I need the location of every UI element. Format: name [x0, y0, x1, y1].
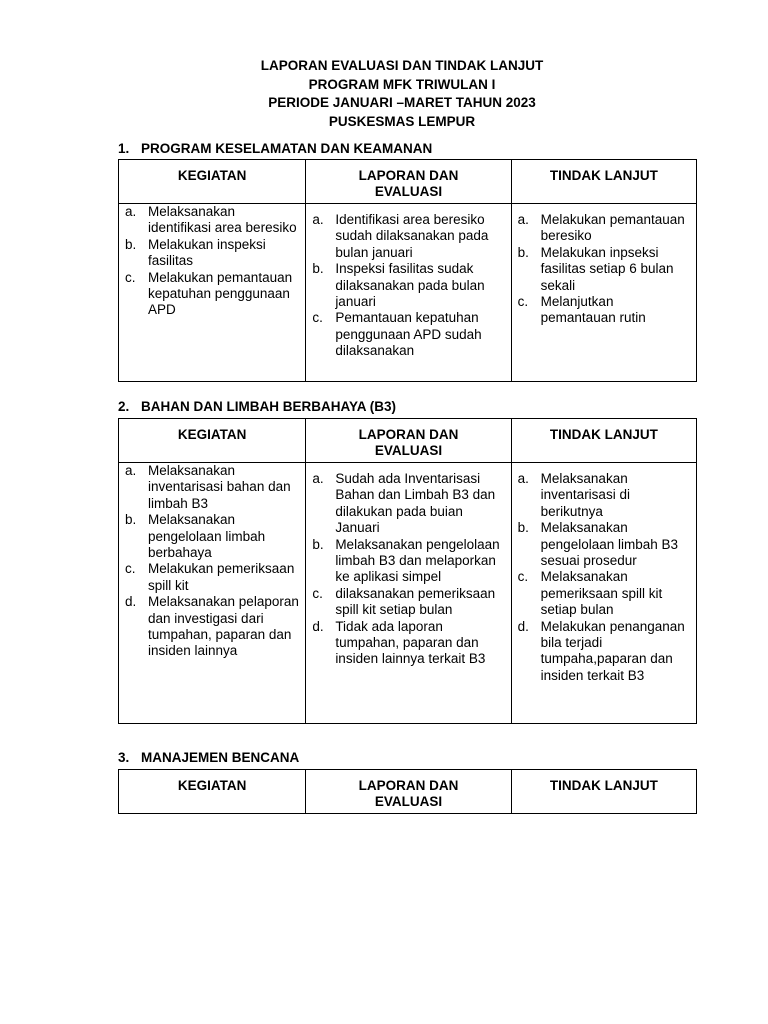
list-marker: a.	[517, 212, 529, 227]
kegiatan-list	[119, 463, 305, 660]
list-text: Melaksanakan pengelolaan limbah berbahaya	[148, 512, 266, 561]
list-marker: c.	[312, 585, 323, 601]
header-laporan	[306, 770, 511, 814]
header-kegiatan: KEGIATAN	[119, 770, 306, 814]
list-text: Melaksanakan inventarisasi di berikutnya	[540, 471, 630, 519]
title-line-2: PROGRAM MFK TRIWULAN I	[308, 76, 496, 92]
list-text: Inspeksi fasilitas sudak dilaksanakan pada bulan januari	[335, 261, 485, 310]
list-marker: a.	[125, 463, 137, 478]
table-row	[119, 204, 697, 382]
list-text: dilaksanakan pemeriksaan spill kit setiap bulan	[335, 585, 496, 618]
list-marker: b.	[312, 261, 324, 277]
section-2-heading	[118, 399, 396, 415]
cell-tindak	[511, 463, 696, 724]
section-1-title: PROGRAM KESELAMATAN DAN KEAMANAN	[141, 141, 433, 156]
section-2-table	[118, 418, 697, 724]
header-tindak: TINDAK LANJUT	[511, 770, 696, 814]
section-1-number: 1.	[118, 141, 130, 156]
list-marker: c.	[125, 269, 136, 285]
list-marker: b.	[125, 512, 137, 528]
list-item	[119, 594, 305, 660]
list-item	[119, 463, 305, 512]
section-1-heading	[118, 141, 432, 157]
list-marker: b.	[312, 536, 324, 552]
list-item	[119, 204, 305, 237]
list-item	[512, 619, 696, 685]
header-laporan-line-2: EVALUASI	[374, 794, 443, 810]
list-marker: c.	[517, 294, 529, 310]
list-text: Melaksanakan pemeriksaan spill kit setiap bulan	[540, 569, 663, 618]
list-item	[119, 561, 305, 594]
table-header-row	[119, 160, 697, 204]
title-line-1: LAPORAN EVALUASI DAN TINDAK LANJUT	[260, 58, 544, 73]
list-text: Tidak ada laporan tumpahan, paparan dan insiden lainnya terkait B3	[335, 618, 486, 667]
table-header-row	[119, 770, 697, 814]
title-line-4: PUSKESMAS LEMPUR	[328, 113, 476, 129]
list-item	[512, 245, 696, 294]
list-text: Melakukan inpseksi fasilitas setiap 6 bulan sekali	[540, 244, 674, 293]
tindak-list	[512, 471, 696, 684]
list-text: Melaksanakan pengelolaan limbah B3 sesuai prosedur	[540, 520, 679, 569]
section-1-table	[118, 159, 697, 382]
header-kegiatan: KEGIATAN	[119, 419, 306, 463]
list-text: Melakukan inspeksi fasilitas	[148, 236, 266, 269]
list-marker: a.	[312, 212, 324, 227]
list-marker: b.	[517, 244, 529, 260]
cell-laporan	[306, 204, 511, 382]
list-text: Melakukan penanganan bila terjadi tumpaha,paparan dan insiden terkait B3	[540, 618, 685, 683]
cell-kegiatan	[119, 463, 306, 724]
list-marker: d.	[517, 618, 529, 634]
cell-tindak	[511, 204, 696, 382]
header-laporan-line-2: EVALUASI	[374, 184, 443, 200]
section-3-title: MANAJEMEN BENCANA	[141, 750, 300, 765]
document-title	[0, 57, 768, 131]
header-laporan	[306, 160, 511, 204]
header-laporan-line-1: LAPORAN DAN	[358, 168, 459, 183]
header-tindak: TINDAK LANJUT	[511, 419, 696, 463]
list-text: Melaksanakan identifikasi area beresiko	[148, 204, 297, 236]
list-item	[512, 471, 696, 520]
list-marker: c.	[125, 561, 136, 577]
list-item	[306, 586, 510, 619]
list-item	[306, 310, 510, 359]
table-header-row	[119, 419, 697, 463]
list-item	[306, 471, 510, 537]
header-laporan	[306, 419, 511, 463]
list-text: Melanjutkan pemantauan rutin	[540, 294, 646, 326]
list-marker: a.	[125, 204, 137, 219]
list-item	[119, 270, 305, 319]
list-marker: a.	[517, 471, 529, 486]
list-text: Melaksanakan pengelolaan limbah B3 dan melaporkan ke aplikasi simpel	[335, 536, 500, 585]
cell-kegiatan	[119, 204, 306, 382]
section-3-table	[118, 769, 697, 814]
list-text: Identifikasi area beresiko sudah dilaksanakan pada bulan januari	[335, 212, 489, 260]
laporan-list	[306, 471, 510, 668]
cell-laporan	[306, 463, 511, 724]
list-marker: d.	[312, 618, 324, 634]
list-item	[512, 520, 696, 569]
section-2-number: 2.	[118, 399, 130, 414]
list-item	[512, 212, 696, 245]
section-3-heading	[118, 750, 299, 766]
section-2-title: BAHAN DAN LIMBAH BERBAHAYA (B3)	[141, 399, 397, 414]
list-marker: b.	[517, 520, 529, 536]
header-laporan-line-1: LAPORAN DAN	[358, 427, 459, 442]
header-laporan-line-1: LAPORAN DAN	[358, 778, 459, 793]
list-text: Pemantauan kepatuhan penggunaan APD sudah dilaksanakan	[335, 310, 482, 359]
list-marker: c.	[517, 569, 529, 585]
kegiatan-list	[119, 204, 305, 319]
laporan-list	[306, 212, 510, 360]
list-item	[119, 512, 305, 561]
section-3-number: 3.	[118, 750, 130, 765]
list-text: Melakukan pemeriksaan spill kit	[148, 561, 295, 593]
list-text: Melakukan pemantauan kepatuhan penggunaan APD	[148, 269, 293, 318]
list-item	[306, 619, 510, 668]
list-marker: b.	[125, 236, 137, 252]
list-item	[119, 237, 305, 270]
list-item	[306, 212, 510, 261]
list-item	[306, 537, 510, 586]
list-item	[512, 569, 696, 618]
list-text: Melaksanakan pelaporan dan investigasi dari tumpahan, paparan dan insiden lainnya	[148, 594, 299, 659]
list-item	[512, 294, 696, 327]
title-line-3: PERIODE JANUARI –MARET TAHUN 2023	[268, 95, 536, 110]
header-laporan-line-2: EVALUASI	[374, 443, 443, 459]
list-marker: d.	[125, 594, 137, 610]
list-text: Melaksanakan inventarisasi bahan dan limbah B3	[148, 463, 291, 511]
list-marker: a.	[312, 471, 324, 486]
list-text: Sudah ada Inventarisasi Bahan dan Limbah B3 dan dilakukan pada buian Januari	[335, 471, 496, 536]
header-kegiatan: KEGIATAN	[119, 160, 306, 204]
list-marker: c.	[312, 310, 323, 326]
list-text: Melakukan pemantauan beresiko	[540, 212, 685, 244]
header-tindak: TINDAK LANJUT	[511, 160, 696, 204]
tindak-list	[512, 212, 696, 327]
list-item	[306, 261, 510, 310]
table-row	[119, 463, 697, 724]
